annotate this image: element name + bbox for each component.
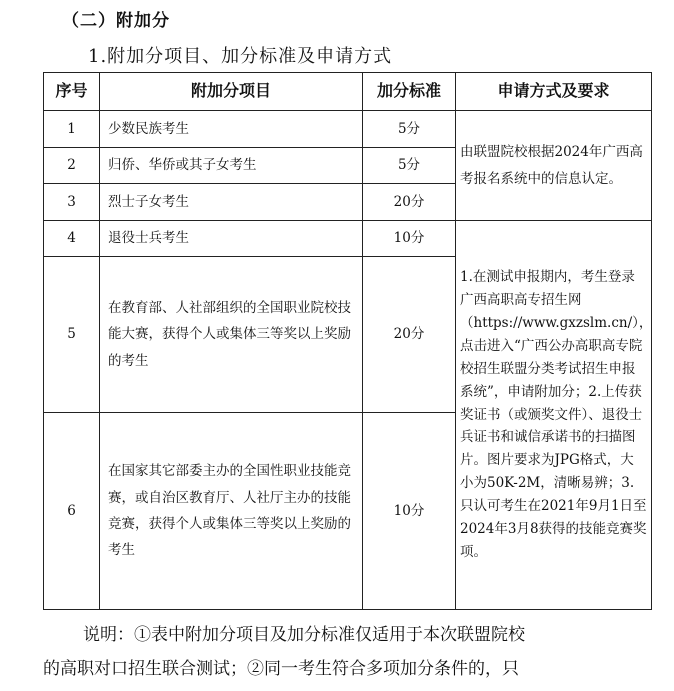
note-line-1: 说明：①表中附加分项目及加分标准仅适用于本次联盟院校 xyxy=(83,625,525,645)
row-item: 少数民族考生 xyxy=(100,111,363,148)
row-no: 6 xyxy=(44,413,100,610)
row-points: 5分 xyxy=(363,148,456,184)
row-item-cell xyxy=(100,257,363,413)
subtitle: 1.附加分项目、加分标准及申请方式 xyxy=(88,46,393,67)
method-cell-1 xyxy=(456,111,652,221)
method-text-2: 1.在测试申报期内，考生登录广西高职高专招生网（https://www.gxzslm.cn/），点击进入“广西公办高职高专院校招生联盟分类考试招生申报系统”，申请附加分；2.上传获奖证书（或颁奖文件）、退役士兵证书和诚信承诺书的扫描图片。图片要求为JPG格式，大小为50K-2M，清晰易辨；3.只认可考生在2021年9月1日至2024年3月8获得的技能竞赛奖项。 xyxy=(460,268,653,561)
row-item: 归侨、华侨或其子女考生 xyxy=(100,148,363,184)
header-no: 序号 xyxy=(44,73,100,111)
bonus-points-table xyxy=(43,72,651,609)
table-header-row xyxy=(44,73,652,111)
table-row xyxy=(44,111,652,148)
row-item: 退役士兵考生 xyxy=(100,221,363,257)
row-item-cell xyxy=(100,413,363,610)
row-points: 5分 xyxy=(363,111,456,148)
row-points: 10分 xyxy=(363,413,456,610)
header-item: 附加分项目 xyxy=(100,73,363,111)
note xyxy=(43,618,651,686)
row-no: 5 xyxy=(44,257,100,413)
row-points: 20分 xyxy=(363,184,456,221)
table-row xyxy=(44,221,652,257)
method-cell-2 xyxy=(456,221,652,610)
row-no: 1 xyxy=(44,111,100,148)
row-points: 20分 xyxy=(363,257,456,413)
row-item: 在国家其它部委主办的全国性职业技能竞赛，或自治区教育厅、人社厅主办的技能竞赛，获得个人或集体三等奖以上奖励的考生 xyxy=(108,463,351,559)
row-points: 10分 xyxy=(363,221,456,257)
row-no: 2 xyxy=(44,148,100,184)
row-item: 在教育部、人社部组织的全国职业院校技能大赛，获得个人或集体三等奖以上奖励的考生 xyxy=(108,300,351,369)
row-no: 3 xyxy=(44,184,100,221)
header-method: 申请方式及要求 xyxy=(456,73,652,111)
method-text-1: 由联盟院校根据2024年广西高考报名系统中的信息认定。 xyxy=(460,144,643,187)
note-line-2: 的高职对口招生联合测试；②同一考生符合多项加分条件的，只 xyxy=(43,659,519,679)
header-points: 加分标准 xyxy=(363,73,456,111)
row-no: 4 xyxy=(44,221,100,257)
section-title: （二）附加分 xyxy=(62,11,170,31)
row-item: 烈士子女考生 xyxy=(100,184,363,221)
